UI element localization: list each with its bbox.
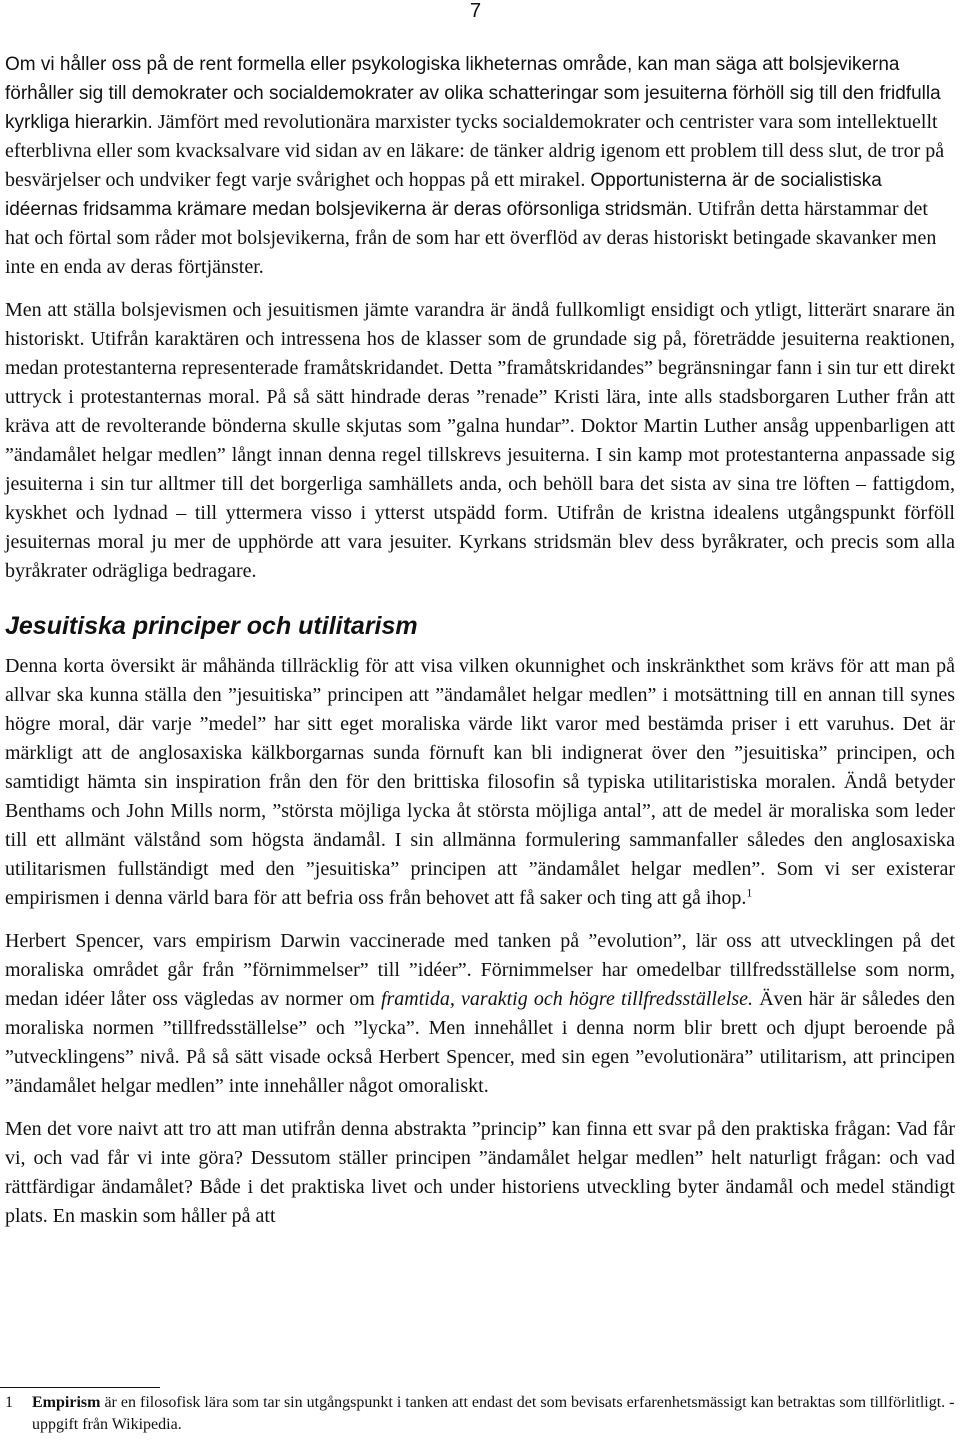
paragraph-1 (5, 50, 955, 282)
section-heading: Jesuitiska principer och utilitarism (5, 612, 418, 640)
page-number: 7 (470, 0, 482, 22)
body-text (5, 50, 955, 1245)
footnote-text: är en filosofisk lära som tar sin utgångspunkt i tanken att endast det som bevisats erfarenhetsmässigt kan betraktas som tillförlitligt. - uppgift från Wikipedia. (32, 1394, 955, 1433)
paragraph-4-text-a: Herbert Spencer, vars empirism Darwin vaccinerade med tanken på ”evolution”, lär oss att utvecklingen på det moraliska området går från ”förnimmelser” till ”idéer”. Förnimmelser har omedelbar tillfredsställelse som norm, medan idéer låter oss vägledas av normer om (5, 930, 955, 1010)
paragraph-2: Men att ställa bolsjevismen och jesuitismen jämte varandra är ändå fullkomligt ensidigt och ytligt, litterärt snarare än historiskt. Utifrån karaktären och intressena hos de klasser som de grundade sig på, företrädde jesuiterna reaktionen, medan protestanterna representerade framåtskridandet. Detta ”framåtskridandes” begränsningar fann i sin tur ett direkt uttryck i protestanternas moral. På så sätt hindrade deras ”renade” Kristi lära, inte alls stadsborgaren Luther från att kräva att de revolterande bönderna skulle skjutas som ”galna hundar”. Doktor Martin Luther ansåg uppenbarligen att ”ändamålet helgar medlen” långt innan denna regel tillskrevs jesuiterna. I sin kamp mot protestanterna anpassade sig jesuiterna i sin tur alltmer till det borgerliga samhällets anda, och behöll bara det sista av sina tre löften – fattigdom, kyskhet och lydnad – till yttermera visso i ytterst utspädd form. Utifrån de kristna idealens utgångspunkt förföll jesuiternas moral ju mer de upphörde att vara jesuiter. Kyrkans stridsmän blev dess byråkrater, och precis som alla byråkrater odrägliga bedragare. (5, 299, 955, 582)
footnote (5, 1392, 955, 1436)
paragraph-3 (5, 652, 955, 913)
paragraph-1-sans-c: Opportunisterna är de socialistiska idéernas fridsamma krämare medan bolsjevikerna är deras oförsonliga stridsmän. (5, 170, 882, 220)
footnote-body (32, 1392, 955, 1436)
paragraph-1-serif-b: Jämfört med revolutionära marxister tycks socialdemokrater och centrister vara som intellektuellt efterblivna eller som kvacksalvare vid sidan av en läkare: de tänker aldrig igenom ett problem till dess slut, de tror på besvärjelser och undviker fegt varje svårighet och hoppas på ett mirakel. (5, 111, 945, 191)
paragraph-4-italic: framtida, varaktig och högre tillfredsställelse. (380, 988, 754, 1010)
paragraph-3-text: Denna korta översikt är måhända tillräcklig för att visa vilken okunnighet och inskränkthet som krävs för att man på allvar ska kunna ställa den ”jesuitiska” principen att ”ändamålet helgar medlen” i motsättning till en annan till synes högre moral, där varje ”medel” har sitt eget moraliska värde likt varor med bestämda priser i ett varuhus. Det är märkligt att de anglosaxiska kälkborgarnas sunda förnuft kan bli indignerat över den ”jesuitiska” principen, och samtidigt hämta sin inspiration från den för den brittiska filosofin så typiska utilitaristiska moralen. Ändå betyder Benthams och John Mills norm, ”största möjliga lycka åt största möjliga antal”, att de medel är moraliska som leder till ett allmänt välstånd som högsta ändamål. I sin allmänna formulering sammanfaller således den anglosaxiska utilitarismen fullständigt med den ”jesuitiska” principen att ”ändamålet helgar medlen”. Som vi ser existerar empirismen i denna värld bara för att befria oss från behovet att få saker och ting att gå ihop. (5, 655, 955, 909)
paragraph-1-serif-d: Utifrån detta härstammar det hat och förtal som råder mot bolsjevikerna, från de som har ett överflöd av deras historiskt betingade skavanker men inte en enda av deras förtjänster. (5, 198, 937, 278)
footnote-number: 1 (5, 1394, 13, 1411)
paragraph-4 (5, 927, 955, 1101)
paragraph-1-sans-a: Om vi håller oss på de rent formella eller psykologiska likheternas område, kan man säga att bolsjevikerna förhåller sig till demokrater och socialdemokrater av olika schatteringar som jesuiterna förhöll sig till den fridfulla kyrkliga hierarkin. (5, 54, 941, 133)
footnote-ref[interactable]: 1 (746, 885, 753, 900)
paragraph-4-text-b: Även här är således den moraliska normen ”tillfredsställelse” och ”lycka”. Men innehållet i denna norm blir brett och djupt beroende på ”utvecklingens” nivå. På så sätt visade också Herbert Spencer, med sin egen ”evolutionära” utilitarism, att principen ”ändamålet helgar medlen” inte innehåller något omoraliskt. (5, 988, 955, 1097)
paragraph-5: Men det vore naivt att tro att man utifrån denna abstrakta ”princip” kan finna ett svar på den praktiska frågan: Vad får vi, och vad får vi inte göra? Dessutom ställer principen ”ändamålet helgar medlen” helt naturligt frågan: och vad rättfärdigar ändamålet? Både i det praktiska livet och under historiens utveckling byter ändamål och medel ständigt plats. En maskin som håller på att (5, 1118, 955, 1227)
footnote-term: Empirism (32, 1394, 101, 1411)
footnote-divider (0, 1387, 160, 1388)
